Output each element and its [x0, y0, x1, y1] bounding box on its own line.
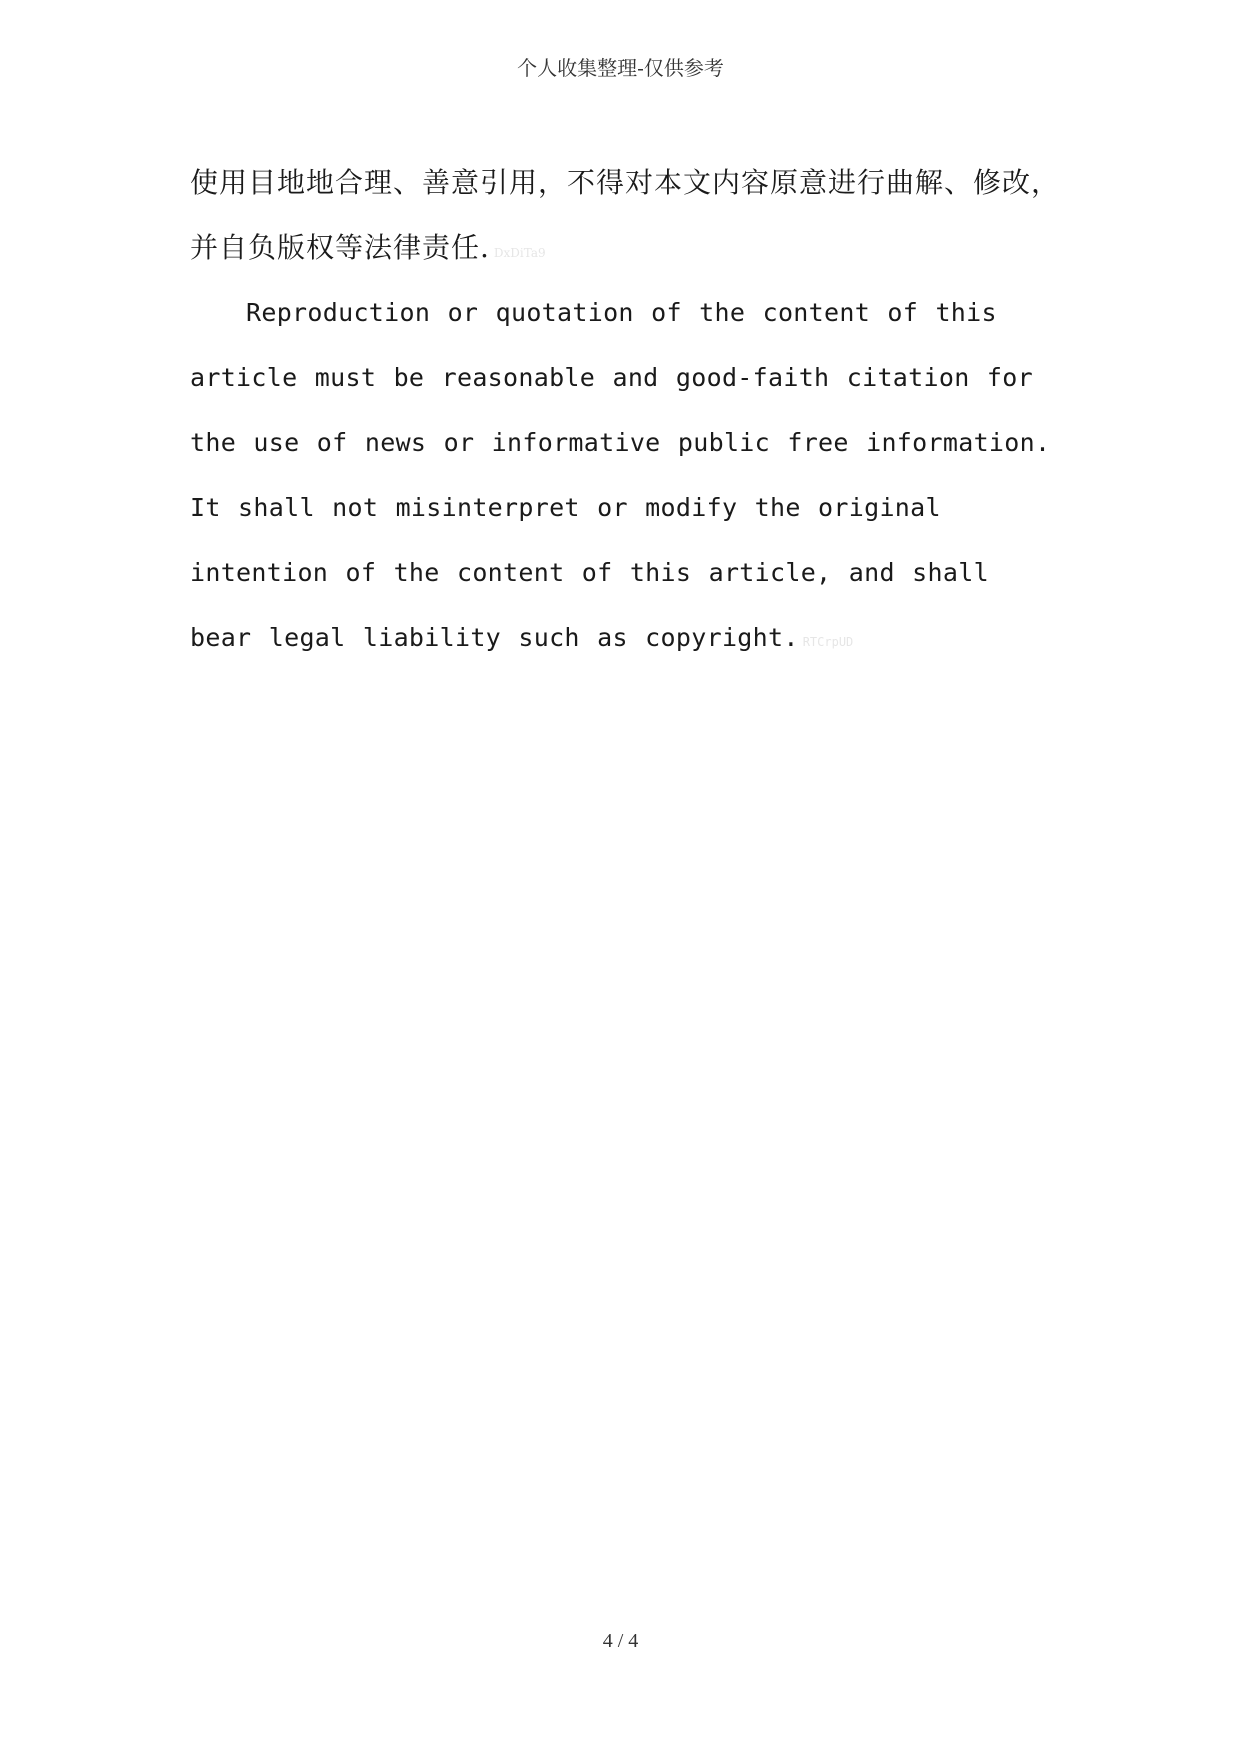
watermark-code: DxDiTa9: [493, 246, 546, 260]
page-number: 4 / 4: [602, 1630, 639, 1652]
english-paragraph: [190, 280, 1060, 675]
watermark-code: RTCrpUD: [802, 635, 854, 649]
english-paragraph-text: Reproduction or quotation of the content of this article must be reasonable and good-faith citation for the use of news or informative public free information. It shall not misinterpret or modify the original intention of the content of this article, and shall bear legal liability such as copyright.: [190, 298, 1051, 652]
chinese-paragraph: [190, 150, 1060, 286]
chinese-paragraph-text: 使用目地地合理、善意引用，不得对本文内容原意进行曲解、修改，并自负版权等法律责任.: [190, 166, 1061, 264]
page-header: 个人收集整理-仅供参考: [517, 56, 724, 80]
